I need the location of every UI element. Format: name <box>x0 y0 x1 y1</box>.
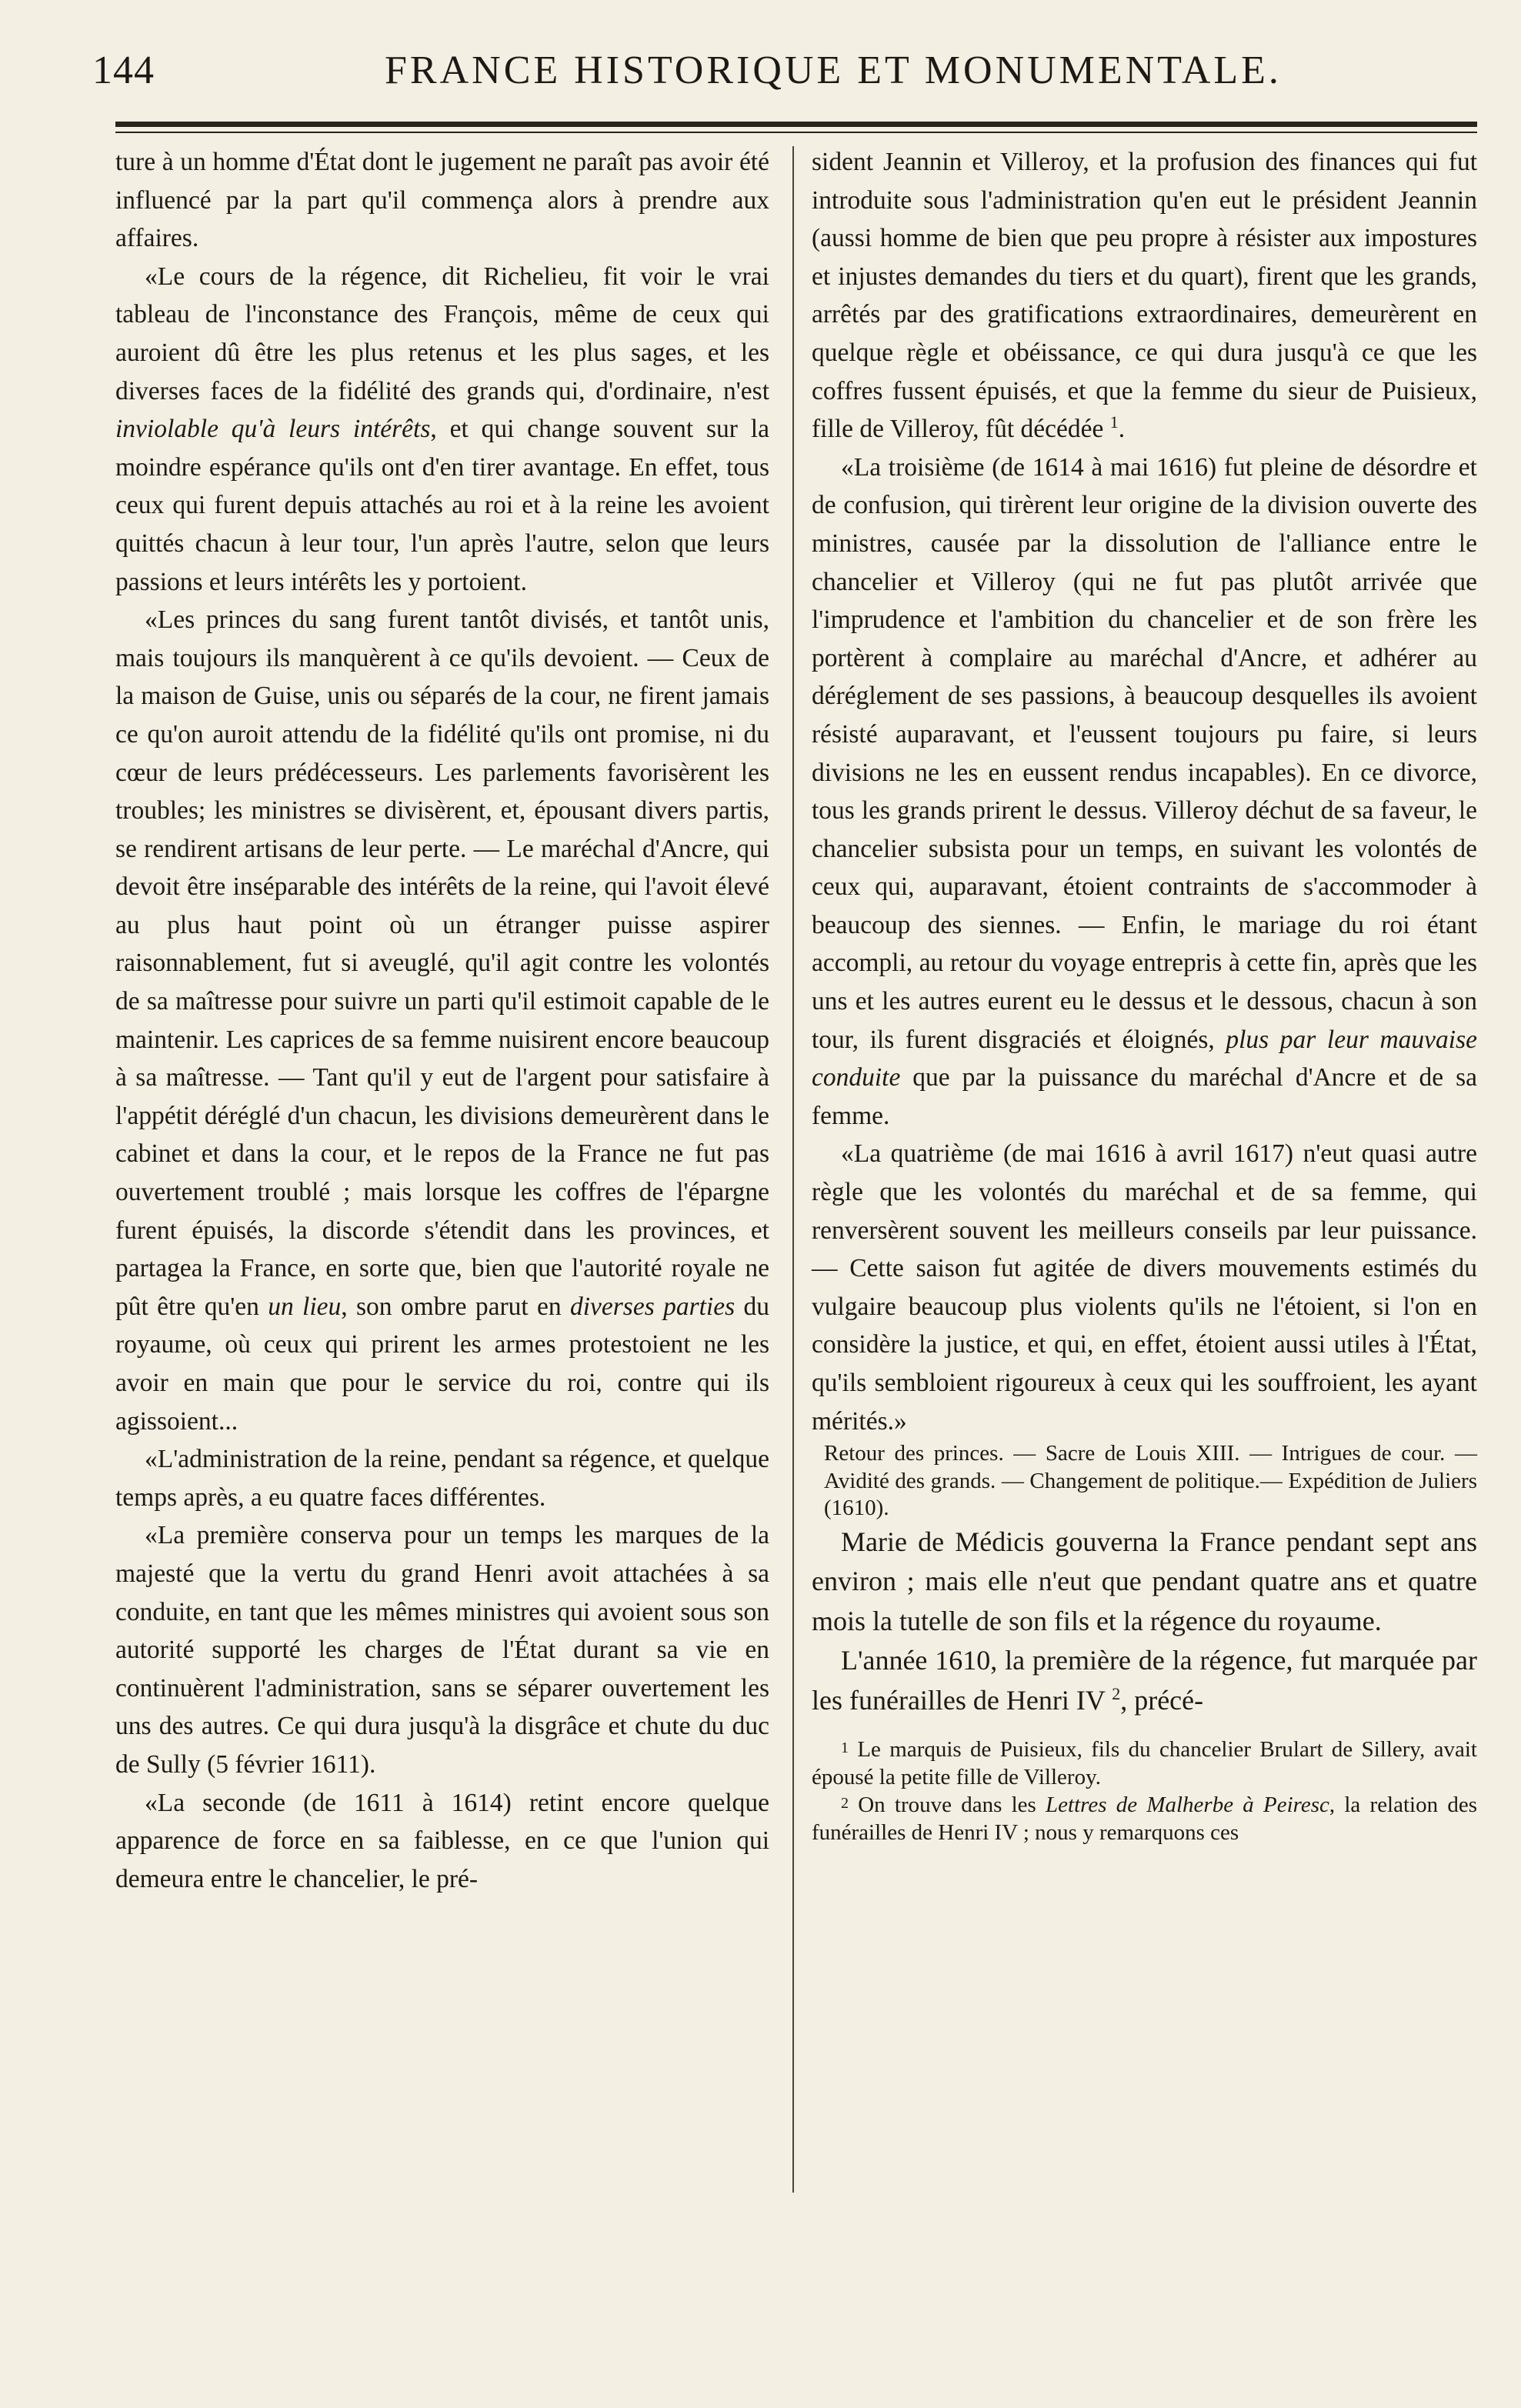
footnote-2 <box>812 1791 1477 1846</box>
text-run: sident Jeannin et Villeroy, et la profusion des finances qui fut introduite sous l'administration qu'en eut le président Jeannin (aussi homme de bien que peu propre à résister aux impostures et injustes demandes du tiers et du quart), firent que les grands, arrêtés par des gratifications extraordinaires, demeurèrent en quelque règle et obéissance, ce qui dura jusqu'à ce que les coffres fussent épuisés, et que la femme du sieur de Puisieux, fille de Villeroy, fût décédée <box>812 148 1477 444</box>
left-paragraph-6: «La seconde (de 1611 à 1614) retint encore quelque apparence de force en sa faiblesse, en ce que l'union qui demeura entre le chancelier, le pré- <box>115 1788 769 1893</box>
footnotes <box>812 1736 1477 1846</box>
italic-run: un lieu <box>268 1292 342 1321</box>
left-paragraph-4: «L'administration de la reine, pendant sa régence, et quelque temps après, a eu quatre faces différentes. <box>115 1445 769 1512</box>
page-number: 144 <box>92 48 155 92</box>
left-paragraph-2 <box>115 258 769 601</box>
text-run: . <box>1118 415 1126 444</box>
header-rule-thick <box>115 122 1477 127</box>
text-run: que par la puissance du maréchal d'Ancre et de sa femme. <box>812 1063 1477 1130</box>
footnote-ref: 1 <box>1109 412 1119 432</box>
text-run: «Les princes du sang furent tantôt divisés, et tantôt unis, mais toujours ils manquèrent à ce qu'ils devoient. — Ceux de la maison de Guise, unis ou séparés de la cour, ne firent jamais ce qu'on auroit attendu de la fidélité qu'ils ont promise, ni du cœur de leurs prédécesseurs. Les parlements favorisèrent les troubles; les ministres se divisèrent, et, épousant divers partis, se rendirent artisans de leur perte. — Le maréchal d'Ancre, qui devoit être inséparable des intérêts de la reine, qui l'avoit élevé au plus haut point où un étranger puisse aspirer raisonnablement, fut si aveuglé, qu'il agit contre les volontés de sa maîtresse pour suivre un parti qu'il estimoit capable de le maintenir. Les caprices de sa femme nuisirent encore beaucoup à sa maîtresse. — Tant qu'il y eut de l'argent pour satisfaire à l'appétit déréglé d'un chacun, les divisions demeurèrent dans le cabinet et dans la cour, et le repos de la France ne fut pas ouvertement troublé ; mais lorsque les coffres de l'épargne furent épuisés, la discorde s'étendit dans les provinces, et partagea la France, en sorte que, bien que l'autorité royale ne pût être qu'en <box>115 605 769 1321</box>
footnote-1 <box>812 1736 1477 1791</box>
right-paragraph-2 <box>812 449 1477 1136</box>
column-divider <box>792 146 794 2193</box>
text-run: L'année 1610, la première de la régence, fut marquée par les funérailles de Henri IV <box>812 1645 1477 1716</box>
text-run: , la relation des funérailles de Henri IV ; nous y remarquons ces <box>812 1793 1477 1846</box>
right-column <box>812 143 1477 1846</box>
left-paragraph-3 <box>115 601 769 1440</box>
footnote-mark: 2 <box>841 1795 849 1813</box>
header-rule-thin <box>115 132 1477 133</box>
right-paragraph-5 <box>812 1641 1477 1720</box>
running-title: FRANCE HISTORIQUE ET MONUMENTALE. <box>385 48 1282 92</box>
text-run: , et qui change souvent sur la moindre espérance qu'ils ont d'en tirer avantage. En effet, tous ceux qui furent depuis attachés au roi et à la reine les avoient quittés chacun à leur tour, l'un après l'autre, selon que leurs passions et leurs intérêts les y portoient. <box>115 415 769 596</box>
text-run: , son ombre parut en <box>341 1292 570 1321</box>
right-paragraph-1 <box>812 143 1477 449</box>
footnote-mark: 1 <box>841 1739 849 1757</box>
text-run: , précé- <box>1120 1684 1204 1716</box>
footnote-ref: 2 <box>1112 1683 1121 1703</box>
text-run: «Le cours de la régence, dit Richelieu, fit voir le vrai tableau de l'inconstance des François, même de ceux qui auroient dû être les plus retenus et les plus sages, et les diverses faces de la fidélité des grands qui, d'ordinaire, n'est <box>115 262 769 405</box>
text-run: du royaume, où ceux qui prirent les armes protestoient ne les avoir en main que pour le service du roi, contre qui ils agissoient... <box>115 1292 770 1436</box>
left-column <box>115 143 769 1898</box>
italic-run: Lettres de Malherbe à Peiresc <box>1046 1793 1329 1818</box>
text-run: Le marquis de Puisieux, fils du chancelier Brulart de Sillery, avait épousé la petite fille de Villeroy. <box>812 1737 1477 1790</box>
right-paragraph-3: «La quatrième (de mai 1616 à avril 1617) n'eut quasi autre règle que les volontés du maréchal et de sa femme, qui renversèrent souvent les meilleurs conseils par leur puissance. — Cette saison fut agitée de divers mouvements estimés du vulgaire beaucoup plus violents qu'ils ne l'étoient, si l'on en considère la justice, et qui, en effet, étoient aussi utiles à l'État, qu'ils sembloient rigoureux à ceux qui les souffroient, les ayant mérités.» <box>812 1139 1477 1436</box>
left-paragraph-5: «La première conserva pour un temps les marques de la majesté que la vertu du grand Henri avoit attachées à sa conduite, en tant que les mêmes ministres qui avoient sous son autorité supporté les charges de l'État durant sa vie en continuèrent l'administration, sans se séparer ouvertement les uns des autres. Ce qui dura jusqu'à la disgrâce et chute du duc de Sully (5 février 1611). <box>115 1521 769 1779</box>
section-summary: Retour des princes. — Sacre de Louis XIII. — Intrigues de cour. — Avidité des grands. — Changement de politique.— Expédition de Juliers (1610). <box>824 1441 1477 1521</box>
text-run: On trouve dans les <box>849 1793 1046 1818</box>
italic-run: inviolable qu'à leurs intérêts <box>115 415 431 444</box>
left-paragraph-1: ture à un homme d'État dont le jugement ne paraît pas avoir été influencé par la part qu'il commença alors à prendre aux affaires. <box>115 148 769 253</box>
text-run: «La troisième (de 1614 à mai 1616) fut pleine de désordre et de confusion, qui tirèrent leur origine de la division ouverte des ministres, causée par la dissolution de l'alliance entre le chancelier et Villeroy (qui ne fut pas plutôt arrivée que l'imprudence et l'ambition du chancelier et de son frère les portèrent à complaire au maréchal d'Ancre, et adhérer au déréglement de ses passions, à beaucoup desquelles ils avoient résisté auparavant, et l'eussent toujours pu faire, si leurs divisions ne les en eussent rendus incapables). En ce divorce, tous les grands prirent le dessus. Villeroy déchut de sa faveur, le chancelier subsista pour un temps, en suivant les volontés de ceux qui, auparavant, étoient contraints de s'accommoder à beaucoup des siennes. — Enfin, le mariage du roi étant accompli, au retour du voyage entrepris à cette fin, après que les uns et les autres eurent eu le dessus et le dessous, chacun à son tour, ils furent disgraciés et éloignés, <box>812 452 1477 1054</box>
section-body <box>812 1523 1477 1721</box>
right-paragraph-4: Marie de Médicis gouverna la France pendant sept ans environ ; mais elle n'eut que pendant quatre ans et quatre mois la tutelle de son fils et la régence du royaume. <box>812 1526 1477 1636</box>
italic-run: diverses parties <box>569 1292 735 1321</box>
italic-run: plus par leur mauvaise conduite <box>812 1025 1477 1092</box>
